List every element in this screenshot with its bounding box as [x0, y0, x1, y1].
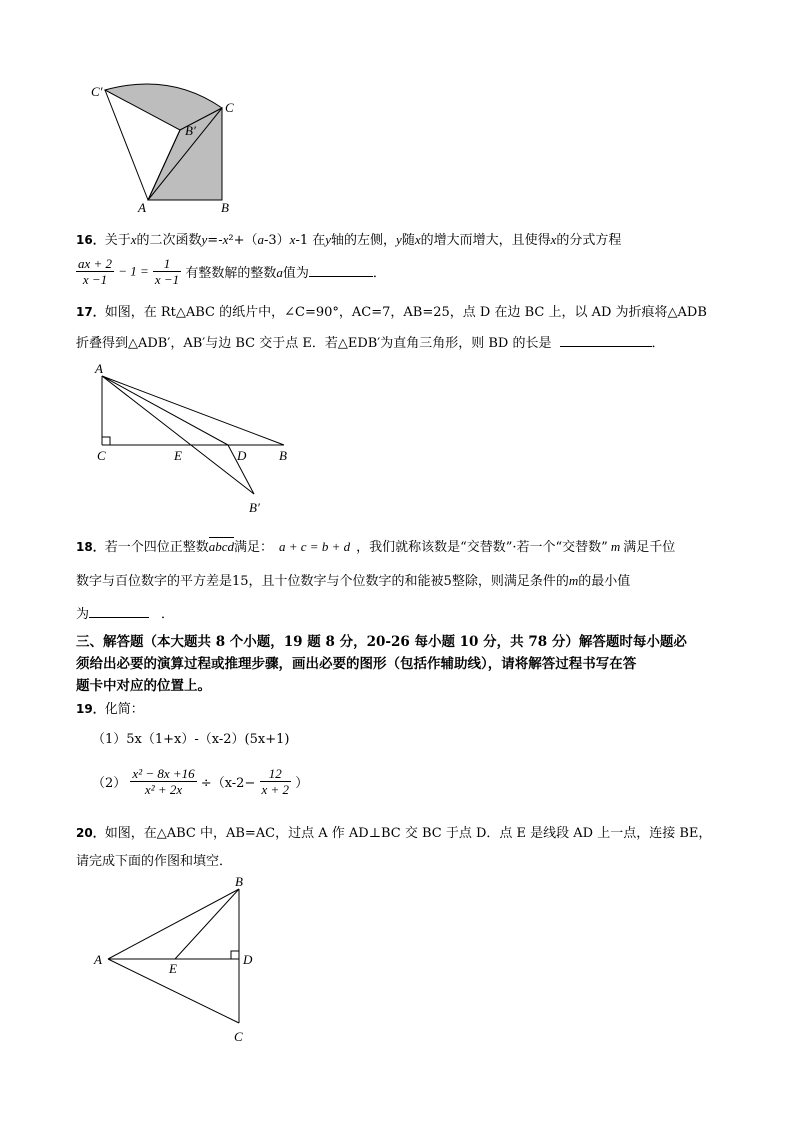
text: 关于: [104, 233, 131, 248]
numerator: 1: [153, 256, 181, 272]
text: =-: [207, 233, 223, 248]
var: x: [550, 232, 557, 247]
text: 有整数解的整数: [185, 266, 277, 281]
answer-blank[interactable]: [89, 605, 149, 618]
q19-part2: [92, 766, 308, 797]
q20-line1: [76, 822, 711, 841]
label-b: B: [235, 874, 243, 889]
label-a: A: [95, 361, 103, 376]
label-d: D: [237, 448, 247, 463]
text: （2）: [92, 776, 127, 791]
label-c-prime: C′: [91, 84, 103, 99]
numerator: 12: [260, 766, 292, 782]
label-d: D: [243, 952, 253, 967]
q17-text-1: 如图，在 Rt△ABC 的纸片中，∠C=90°，AC=7，AB=25，点 D 在边 BC 上，以 AD 为折痕将△ADB: [104, 305, 707, 320]
label-c: C: [225, 100, 234, 115]
overline-number: abcd: [208, 539, 234, 554]
section3-line1: 三、解答题（本大题共 8 个小题，19 题 8 分，20-26 每小题 10 分，共 78 分）解答题时每小题必: [76, 634, 687, 650]
var: x: [222, 232, 229, 247]
text: -3）: [263, 233, 290, 248]
text: ．: [651, 336, 665, 351]
q20-text-1: 如图，在△ABC 中，AB=AC，过点 A 作 AD⊥BC 交 BC 于点 D．点 E 是线段 AD 上一点，连接 BE，: [104, 826, 712, 841]
text: ．: [372, 266, 386, 281]
denominator: x −1: [82, 272, 108, 287]
var: x: [289, 232, 296, 247]
label-b-prime: B′: [249, 500, 260, 515]
var: m: [568, 573, 579, 588]
label-e: E: [169, 961, 177, 976]
numerator: ax + 2: [78, 256, 113, 271]
q16-fraction-1: [76, 256, 114, 287]
label-c: C: [234, 1029, 243, 1044]
text: 满足：: [234, 540, 274, 555]
q17-line2: [76, 332, 665, 351]
text: 的最小值: [578, 574, 631, 589]
q18-line2: [76, 570, 630, 589]
figure-q15: [85, 80, 245, 215]
var: x: [130, 232, 137, 247]
q20-number: 20．: [76, 826, 105, 840]
text: 为: [76, 607, 90, 622]
text: -1 在: [295, 233, 326, 248]
denominator: x −1: [154, 272, 180, 287]
text: 若一个四位正整数: [104, 540, 209, 555]
var: y: [396, 232, 402, 247]
text: ．: [161, 607, 175, 622]
text: ，我们就称该数是“交替数”·若一个“交替数”: [356, 540, 608, 555]
label-c: C: [97, 448, 106, 463]
q17-number: 17．: [76, 305, 105, 319]
denominator: x² + 2x: [144, 782, 183, 797]
q19-fraction-1: [130, 766, 196, 797]
text: 轴的左侧，: [331, 233, 397, 248]
var: a: [257, 232, 264, 247]
text: ）: [295, 776, 309, 791]
q16-fraction-2: [153, 256, 181, 287]
numerator: x² − 8x +16: [132, 766, 195, 781]
q17-line1: [76, 301, 707, 320]
q19-fraction-2: [260, 766, 292, 797]
q16-line2: [76, 256, 386, 287]
equation-mid: − 1 =: [118, 263, 149, 279]
q16-line1: [76, 229, 621, 248]
text: 随: [401, 233, 415, 248]
text: ²+（: [228, 233, 258, 248]
denominator: x + 2: [261, 782, 290, 797]
figure-q17: [88, 360, 298, 520]
var: m: [610, 539, 621, 554]
condition: a + c = b + d: [279, 539, 351, 554]
q17-text-2: 折叠得到△ADB′，AB′与边 BC 交于点 E．若△EDB′为直角三角形，则 BD 的长是: [76, 336, 552, 351]
var: x: [414, 232, 421, 247]
var: y: [201, 232, 208, 247]
q19-part1: （1）5x（1+x）-（x-2）(5x+1): [92, 732, 290, 747]
section3-line2: 须给出必要的演算过程或推理步骤，画出必要的图形（包括作辅助线），请将解答过程书写在答: [76, 656, 637, 672]
var: a: [276, 265, 283, 280]
figure-q20: [88, 872, 268, 1052]
label-b-prime: B′: [185, 123, 196, 138]
var: y: [325, 232, 332, 247]
q18-line3: [76, 603, 174, 622]
text: 的增大而增大，且使得: [420, 233, 551, 248]
text: ÷（x-2−: [200, 776, 256, 791]
q19-title: [76, 698, 144, 717]
text: 的分式方程: [556, 233, 622, 248]
label-a: A: [94, 952, 102, 967]
text: 满足千位: [623, 540, 676, 555]
section3-line3: 题卡中对应的位置上。: [76, 678, 211, 694]
q19-number: 19．: [76, 702, 105, 716]
label-e: E: [174, 448, 182, 463]
label-b: B: [221, 200, 229, 215]
label-a: A: [138, 200, 146, 215]
label-b: B: [279, 448, 287, 463]
q20-line2: 请完成下面的作图和填空．: [76, 854, 233, 869]
answer-blank[interactable]: [560, 334, 652, 347]
q18-number: 18．: [76, 540, 105, 554]
text: 数字与百位数字的平方差是15，且十位数字与个位数字的和能被5整除，则满足条件的: [76, 574, 569, 589]
answer-blank[interactable]: [309, 264, 373, 277]
text: 化简：: [104, 702, 144, 717]
text: 值为: [282, 266, 309, 281]
q16-number: 16．: [76, 233, 105, 247]
text: 的二次函数: [136, 233, 202, 248]
q18-line1: [76, 536, 675, 555]
